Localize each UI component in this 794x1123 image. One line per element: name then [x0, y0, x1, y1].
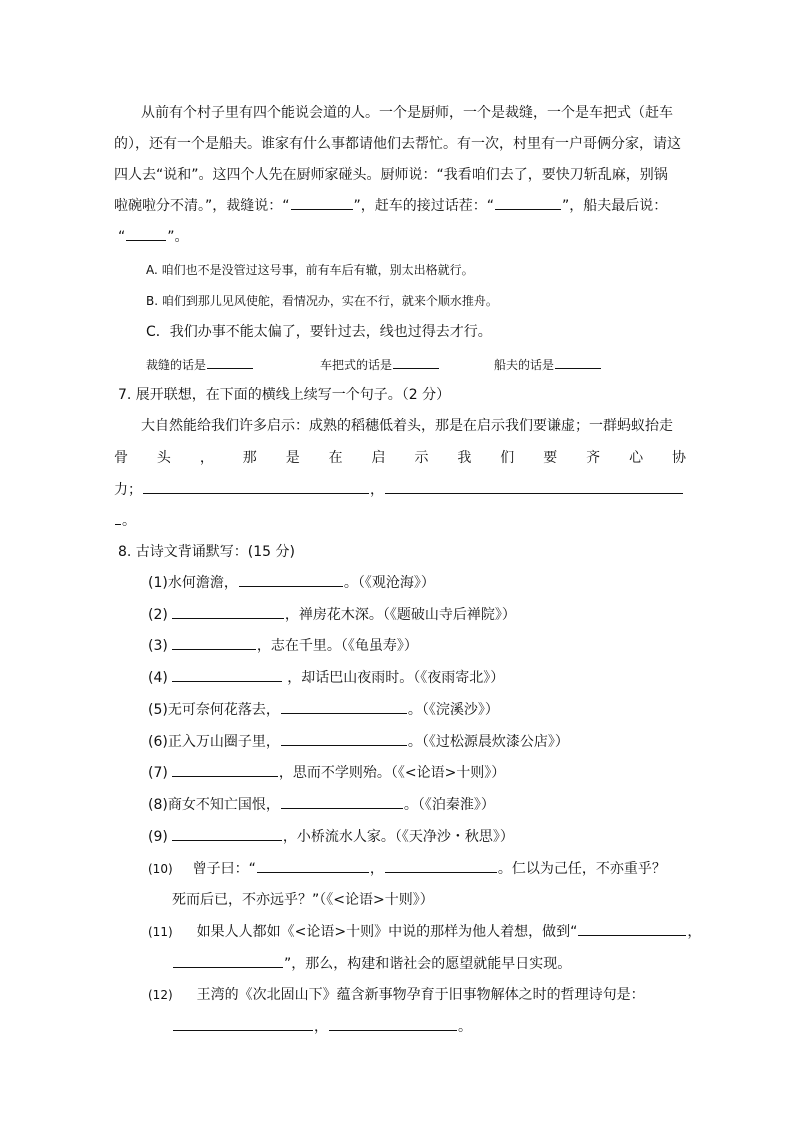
q8-item-11-text-2: ”，那么，构建和谐社会的愿望就能早日实现。 — [284, 956, 572, 972]
q8-item-after: 。（《观沧海》） — [343, 575, 435, 591]
q8-item-5 — [148, 701, 499, 719]
q8-item-before: 水何澹澹， — [167, 575, 238, 591]
q8-item-blank[interactable] — [281, 796, 403, 809]
answer-boatman-label: 船夫的话是 — [494, 358, 555, 372]
q8-title: 8. 古诗文背诵默写：(15 分) — [118, 544, 295, 560]
q7-char: 们 — [500, 450, 515, 466]
q8-item-2 — [148, 606, 516, 624]
q8-item-before: 商女不知亡国恨， — [167, 797, 280, 813]
intro-line-4 — [114, 197, 667, 215]
boatman-blank[interactable] — [126, 228, 166, 241]
answer-driver — [320, 356, 440, 374]
q7-blank-1[interactable] — [143, 481, 369, 494]
q7-char: 在 — [328, 450, 343, 466]
q8-item-blank[interactable] — [281, 733, 407, 746]
q8-item-after: ，小桥流水人家。（《天净沙・秋思》） — [282, 829, 514, 845]
q8-item-before: 无可奈何花落去， — [167, 702, 280, 718]
answer-tailor — [146, 356, 254, 374]
q8-item-blank[interactable] — [172, 764, 278, 777]
intro-line-5-close-quote: ”。 — [167, 229, 189, 245]
q8-item-11-blank-2[interactable] — [173, 955, 283, 968]
intro-line-1: 从前有个村子里有四个能说会道的人。一个是厨师，一个是裁缝，一个是车把式（赶车 — [141, 105, 673, 121]
q8-item-number: (6) — [148, 734, 168, 750]
q7-line-2 — [114, 449, 686, 467]
q8-item-number: (5) — [148, 702, 168, 718]
intro-line-4-text-a: 啦碗啦分不清。”，裁缝说：“ — [114, 198, 290, 214]
q7-line-4 — [114, 512, 136, 530]
q8-item-9 — [148, 828, 514, 846]
option-b: B. 咱们到那儿见风使舵，看情况办，实在不行，就来个顺水推舟。 — [146, 294, 498, 308]
q8-item-blank[interactable] — [172, 606, 284, 619]
answer-boatman — [494, 356, 602, 374]
q8-item-10-text-a: 曾子曰：“ — [192, 861, 256, 877]
q7-char: 是 — [285, 450, 300, 466]
q8-item-11-comma: ， — [687, 924, 702, 940]
q8-item-number: (1) — [148, 575, 168, 591]
q8-item-number: (3) — [148, 638, 168, 654]
q7-title: 7. 展开联想，在下面的横线上续写一个句子。（2 分） — [118, 387, 451, 403]
q7-char: 协 — [671, 450, 686, 466]
q8-item-8 — [148, 796, 495, 814]
q7-char: 启 — [371, 450, 386, 466]
q8-item-after: ，却话巴山夜雨时。（《夜雨寄北》） — [282, 670, 505, 686]
q8-item-12-line-2 — [172, 1018, 472, 1036]
q7-line-3 — [114, 481, 684, 499]
q8-item-number: (2) — [148, 607, 168, 623]
q8-item-11-blank-1[interactable] — [578, 923, 686, 936]
answer-tailor-blank[interactable] — [207, 356, 253, 369]
intro-line-2: 的），还有一个是船夫。谁家有什么事都请他们去帮忙。有一次，村里有一户哥俩分家，请这 — [114, 136, 681, 152]
q8-item-3 — [148, 637, 418, 655]
driver-blank[interactable] — [495, 197, 561, 210]
q7-line-4-end: 。 — [122, 513, 136, 529]
q7-char: 要 — [543, 450, 558, 466]
q7-char: 我 — [457, 450, 472, 466]
q8-item-number: (9) — [148, 829, 168, 845]
intro-line-3: 四人去“说和”。这四个人先在厨师家碰头。厨师说：“我看咱们去了，要快刀斩乱麻，别锅 — [114, 167, 668, 183]
q8-item-12-blank-2[interactable] — [329, 1018, 457, 1031]
q8-item-after: 。（《浣溪沙》） — [407, 702, 499, 718]
q7-blank-3[interactable] — [115, 512, 121, 525]
q7-line-3-prefix: 力； — [114, 482, 142, 498]
q7-line-1: 大自然能给我们许多启示：成熟的稻穗低着头，那是在启示我们要谦虚；一群蚂蚁抬走 — [141, 418, 673, 434]
intro-line-5-open-quote: “ — [118, 229, 126, 245]
q8-item-12-blank-1[interactable] — [173, 1018, 313, 1031]
q8-item-blank[interactable] — [239, 574, 343, 587]
q7-line-3-comma: ， — [370, 482, 384, 498]
q8-item-number: (10) — [148, 862, 173, 876]
q8-item-1 — [148, 574, 435, 592]
q7-blank-2[interactable] — [385, 481, 683, 494]
q8-item-12-text: 王湾的《次北固山下》蕴含新事物孕育于旧事物解体之时的哲理诗句是： — [196, 987, 645, 1003]
q8-item-number: (7) — [148, 765, 168, 781]
intro-line-4-text-c: ”，船夫最后说： — [562, 198, 668, 214]
intro-line-4-text-b: ”，赶车的接过话茬：“ — [353, 198, 495, 214]
q8-item-10-blank-2[interactable] — [385, 860, 497, 873]
q8-item-blank[interactable] — [172, 669, 282, 682]
q8-item-10-comma: ， — [369, 861, 384, 877]
q8-item-10-line-2: 死而后已，不亦远乎？”（《<论语>十则》） — [172, 892, 434, 908]
q8-item-blank[interactable] — [172, 637, 256, 650]
q8-item-12 — [148, 986, 645, 1004]
q8-item-12-comma: ， — [314, 1019, 328, 1035]
q8-item-blank[interactable] — [172, 828, 282, 841]
option-a: A. 咱们也不是没管过这号事，前有车后有辙，别太出格就行。 — [146, 263, 474, 277]
q8-item-after: ，思而不学则殆。（《<论语>十则》） — [278, 765, 506, 781]
q8-item-number: (12) — [148, 988, 173, 1002]
q8-item-11-line-2 — [172, 955, 571, 973]
q8-item-10 — [148, 860, 666, 878]
q8-item-10-text-c: 。仁以为己任，不亦重乎？ — [497, 861, 666, 877]
q8-item-11 — [148, 923, 701, 941]
q7-char: ， — [199, 450, 214, 466]
q8-item-after: 。（《泊秦淮》） — [403, 797, 495, 813]
answer-tailor-label: 裁缝的话是 — [146, 358, 207, 372]
q8-item-after: ，禅房花木深。（《题破山寺后禅院》） — [284, 607, 516, 623]
answer-driver-blank[interactable] — [393, 356, 439, 369]
q8-item-after: ，志在千里。（《龟虽寿》） — [256, 638, 418, 654]
q7-char: 示 — [414, 450, 429, 466]
q8-item-before: 正入万山圈子里， — [167, 734, 280, 750]
q7-char: 那 — [242, 450, 257, 466]
q8-item-10-blank-1[interactable] — [257, 860, 369, 873]
answer-boatman-blank[interactable] — [555, 356, 601, 369]
tailor-blank[interactable] — [291, 197, 353, 210]
q7-char: 骨 — [114, 450, 128, 466]
q8-item-number: (8) — [148, 797, 168, 813]
q8-item-blank[interactable] — [281, 701, 407, 714]
intro-line-5 — [118, 228, 189, 246]
q8-item-number: (11) — [148, 925, 173, 939]
q8-item-4 — [148, 669, 504, 687]
q8-item-after: 。（《过松源晨炊漆公店》） — [407, 734, 569, 750]
q8-item-6 — [148, 733, 569, 751]
q7-char: 头 — [156, 450, 171, 466]
q8-item-11-text: 如果人人都如《<论语>十则》中说的那样为他人着想，做到“ — [196, 924, 578, 940]
q8-item-7 — [148, 764, 505, 782]
q7-char: 心 — [629, 450, 644, 466]
option-c: C．我们办事不能太偏了，要针过去，线也过得去才行。 — [146, 324, 492, 340]
q8-item-number: (4) — [148, 670, 168, 686]
q7-char: 齐 — [586, 450, 601, 466]
answer-driver-label: 车把式的话是 — [320, 358, 393, 372]
q8-item-12-end: 。 — [458, 1019, 472, 1035]
